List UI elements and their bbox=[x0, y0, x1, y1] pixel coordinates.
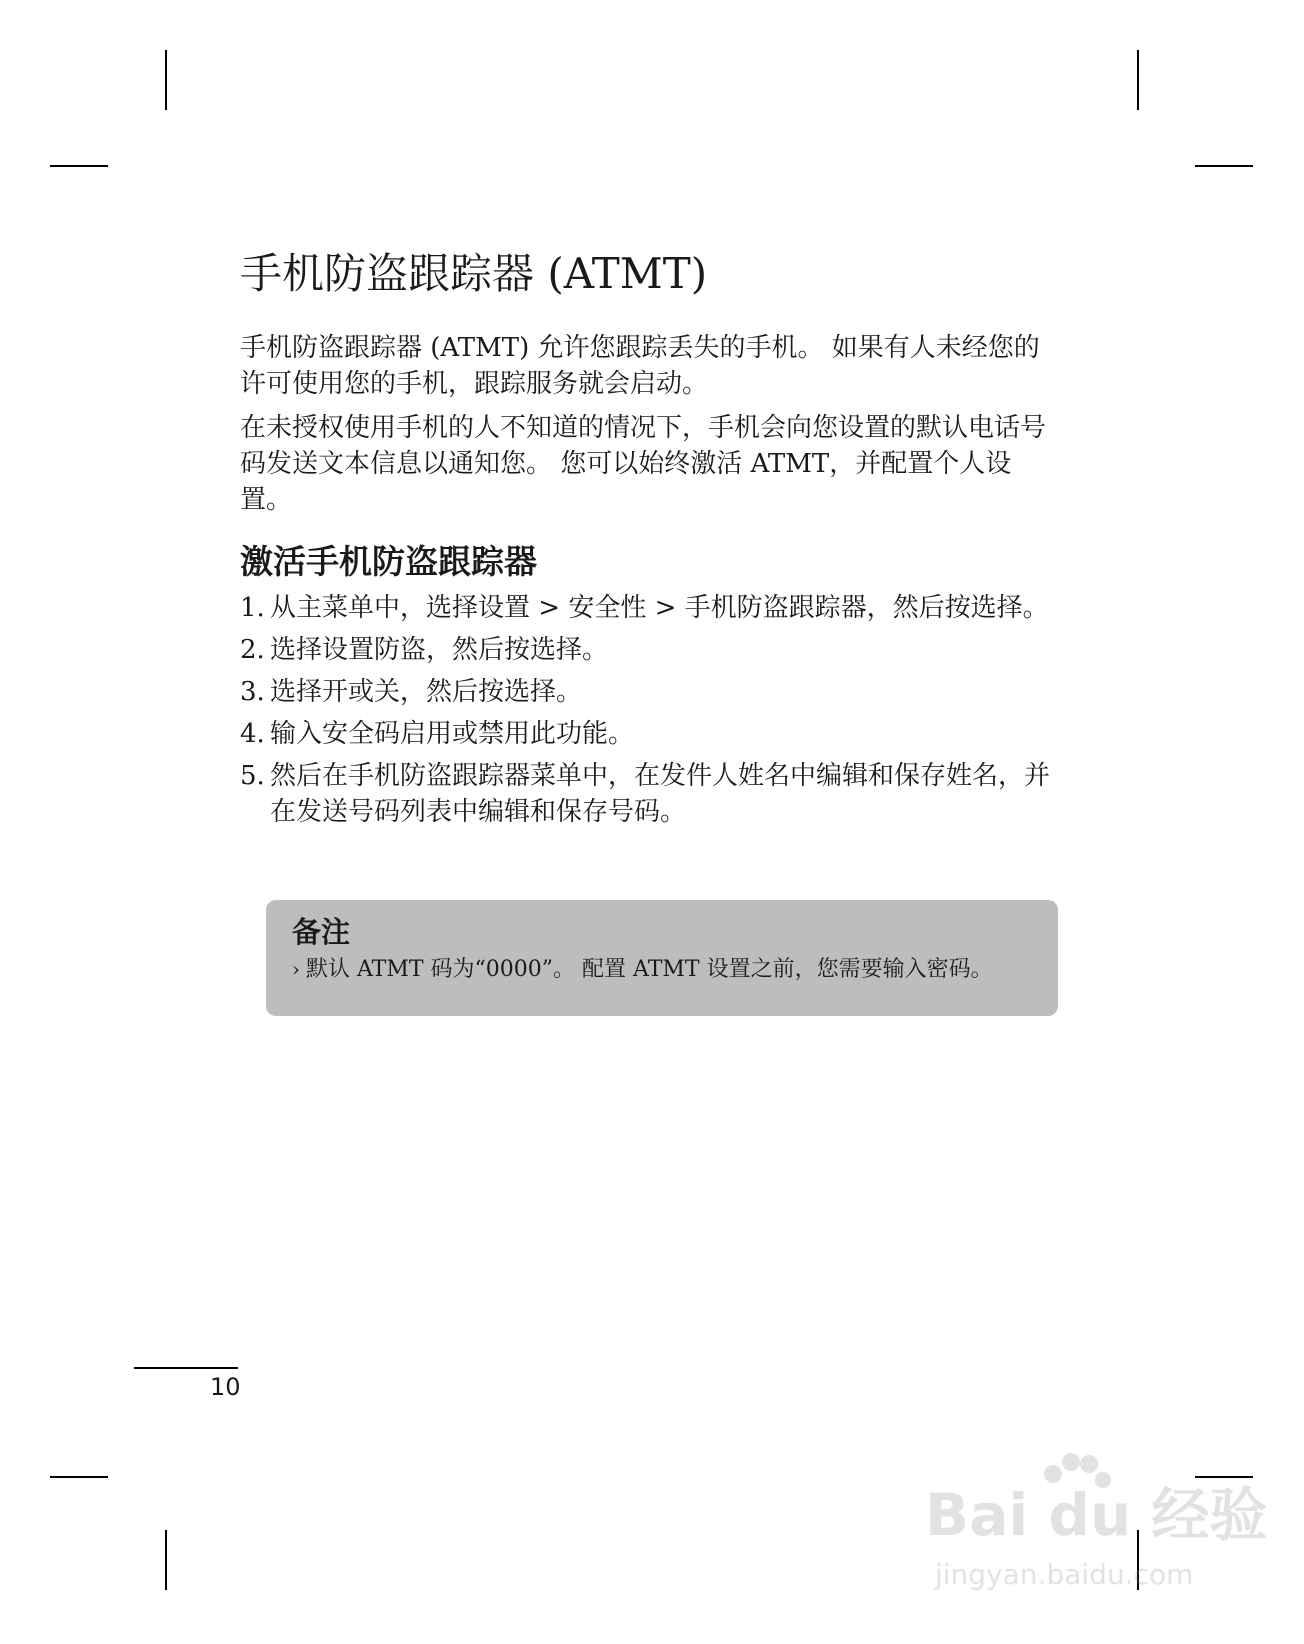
crop-mark-top-right-horizontal bbox=[1195, 165, 1253, 167]
crop-mark-top-right-vertical bbox=[1137, 50, 1139, 110]
list-item bbox=[240, 590, 1060, 626]
step-text: 输入安全码启用或禁用此功能。 bbox=[270, 719, 635, 749]
step-text: 选择设置防盗，然后按选择。 bbox=[270, 635, 609, 665]
page-number-rule bbox=[134, 1367, 238, 1369]
step-number: 4. bbox=[240, 719, 265, 749]
step-number: 1. bbox=[240, 593, 265, 623]
steps-list bbox=[240, 590, 1060, 836]
list-item bbox=[240, 632, 1060, 668]
chevron-right-icon: › bbox=[292, 957, 300, 981]
page-number: 10 bbox=[210, 1373, 241, 1401]
crop-mark-bottom-left-vertical bbox=[165, 1530, 167, 1590]
list-item bbox=[240, 758, 1060, 830]
note-item bbox=[292, 952, 1032, 987]
page-title: 手机防盗跟踪器 (ATMT) bbox=[240, 249, 708, 298]
note-text: 默认 ATMT 码为“0000”。 配置 ATMT 设置之前，您需要输入密码。 bbox=[306, 957, 993, 982]
watermark-logo: Bai du 经验 bbox=[925, 1481, 1268, 1549]
watermark-url: jingyan.baidu.com bbox=[935, 1558, 1194, 1591]
step-text: 然后在手机防盗跟踪器菜单中，在发件人姓名中编辑和保存姓名，并在发送号码列表中编辑和保存号码。 bbox=[270, 761, 1051, 827]
intro-paragraph-2: 在未授权使用手机的人不知道的情况下，手机会向您设置的默认电话号码发送文本信息以通知您。 您可以始终激活 ATMT，并配置个人设置。 bbox=[240, 413, 1047, 515]
crop-mark-top-left-vertical bbox=[165, 50, 167, 110]
note-box bbox=[266, 900, 1058, 1016]
crop-mark-bottom-left-horizontal bbox=[50, 1476, 108, 1478]
intro-paragraph-1: 手机防盗跟踪器 (ATMT) 允许您跟踪丢失的手机。 如果有人未经您的许可使用您的手机，跟踪服务就会启动。 bbox=[240, 333, 1040, 399]
list-item bbox=[240, 674, 1060, 710]
step-text: 从主菜单中，选择设置 > 安全性 > 手机防盗跟踪器，然后按选择。 bbox=[270, 593, 1049, 623]
crop-mark-top-left-horizontal bbox=[50, 165, 108, 167]
note-title: 备注 bbox=[292, 915, 351, 949]
step-number: 2. bbox=[240, 635, 265, 665]
step-text: 选择开或关，然后按选择。 bbox=[270, 677, 583, 707]
section-heading: 激活手机防盗跟踪器 bbox=[240, 542, 537, 581]
step-number: 3. bbox=[240, 677, 265, 707]
baidu-watermark bbox=[925, 1450, 1268, 1600]
step-number: 5. bbox=[240, 761, 265, 791]
list-item bbox=[240, 716, 1060, 752]
